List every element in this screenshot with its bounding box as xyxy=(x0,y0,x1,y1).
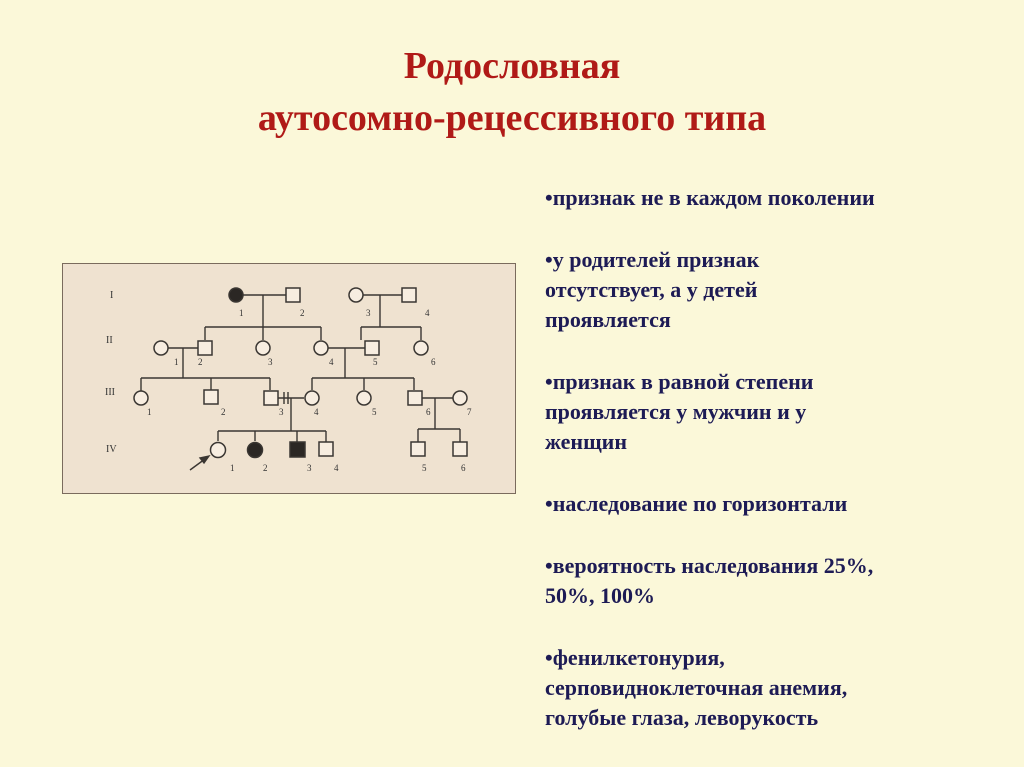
female-III4 xyxy=(305,391,319,405)
individual-number: 4 xyxy=(334,463,339,473)
male-III2 xyxy=(204,390,218,404)
male-III6 xyxy=(408,391,422,405)
individual-number: 6 xyxy=(431,357,436,367)
bullet-item: •у родителей признак отсутствует, а у детей проявляется xyxy=(545,247,760,332)
generation-labels xyxy=(105,290,117,455)
female-IV1-proband xyxy=(211,443,226,458)
male-IV6 xyxy=(453,442,467,456)
male-III3 xyxy=(264,391,278,405)
male-I2 xyxy=(286,288,300,302)
generation-label: III xyxy=(105,387,115,398)
bullet-item: •признак в равной степени проявляется у мужчин и у женщин xyxy=(545,369,814,454)
female-II4 xyxy=(314,341,328,355)
individual-number: 3 xyxy=(279,407,284,417)
male-II5 xyxy=(365,341,379,355)
individual-number: 4 xyxy=(425,308,430,318)
female-III5 xyxy=(357,391,371,405)
individual-number: 2 xyxy=(221,407,226,417)
proband-arrow-icon xyxy=(190,456,209,470)
bullet-item: •фенилкетонурия, серповидноклеточная анемия, голубые глаза, леворукость xyxy=(545,645,848,730)
female-III1 xyxy=(134,391,148,405)
individual-number: 1 xyxy=(147,407,152,417)
individual-number: 7 xyxy=(467,407,472,417)
individual-number: 2 xyxy=(198,357,203,367)
bullet-item: •признак не в каждом поколении xyxy=(545,185,875,210)
pedigree-figure xyxy=(62,263,516,494)
individual-number: 1 xyxy=(174,357,179,367)
title-line-2: аутосомно-рецессивного типа xyxy=(257,97,767,139)
individual-number: 1 xyxy=(230,463,235,473)
individual-number: 2 xyxy=(263,463,268,473)
individual-number: 6 xyxy=(426,407,431,417)
individual-number: 2 xyxy=(300,308,305,318)
generation-label: II xyxy=(106,335,113,346)
male-IV5 xyxy=(411,442,425,456)
female-I3 xyxy=(349,288,363,302)
individual-number: 6 xyxy=(461,463,466,473)
female-II6 xyxy=(414,341,428,355)
individual-number: 3 xyxy=(268,357,273,367)
female-affected-I1 xyxy=(229,288,243,302)
male-affected-IV3 xyxy=(290,442,305,457)
female-II3 xyxy=(256,341,270,355)
individual-number: 1 xyxy=(239,308,244,318)
male-II2 xyxy=(198,341,212,355)
individual-number: 5 xyxy=(372,407,377,417)
female-II1 xyxy=(154,341,168,355)
bullet-item: •наследование по горизонтали xyxy=(545,491,848,516)
individual-number: 5 xyxy=(422,463,427,473)
bullet-item: •вероятность наследования 25%, 50%, 100% xyxy=(545,553,874,608)
individual-number: 4 xyxy=(314,407,319,417)
individual-number: 4 xyxy=(329,357,334,367)
slide-title xyxy=(0,40,1024,144)
male-IV4 xyxy=(319,442,333,456)
male-I4 xyxy=(402,288,416,302)
generation-label: IV xyxy=(106,444,117,455)
individual-number: 3 xyxy=(307,463,312,473)
title-line-1: Родословная xyxy=(403,45,621,87)
female-affected-IV2 xyxy=(248,443,263,458)
generation-label: I xyxy=(110,290,114,301)
individual-number: 3 xyxy=(366,308,371,318)
pedigree-chart xyxy=(63,264,515,493)
individual-number: 5 xyxy=(373,357,378,367)
female-III7 xyxy=(453,391,467,405)
